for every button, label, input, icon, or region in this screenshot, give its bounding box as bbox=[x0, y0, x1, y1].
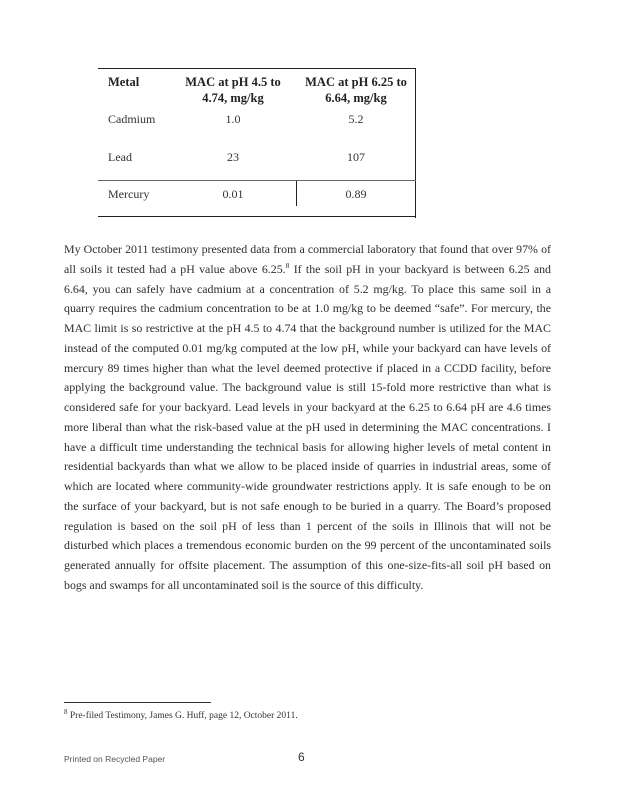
table-bottom-rule bbox=[98, 216, 416, 217]
page-number: 6 bbox=[298, 750, 305, 764]
mac-table bbox=[98, 68, 416, 218]
row-lead-high: 107 bbox=[347, 150, 365, 164]
footnote-text: Pre-filed Testimony, James G. Huff, page 12, October 2011. bbox=[67, 711, 298, 722]
body-text-part2: If the soil pH in your backyard is between 6.25 and 6.64, you can safely have cadmium at a concentration of 5.2 mg/kg. To place this same soil in a quarry requires the cadmium concentration to be at 1.0 mg/kg to be deemed “safe”. For mercury, the MAC limit is so restrictive at the pH 4.5 to 4.74 that the background number is utilized for the MAC instead of the computed 0.01 mg/kg computed at the low pH, while your backyard can have levels of mercury 89 times higher than what the level deemed protective if placed in a CCDD facility, before applying the background value. The background value is still 15-fold more restrictive than what is considered safe for your backyard. Lead levels in your backyard at the 6.25 to 6.64 pH are 4.6 times more liberal than what the risk-based value at the pH used in determining the MAC concentrations. I have a difficult time understanding the technical basis for allowing higher levels of metal content in residential backyards than what we allow to be placed inside of quarries in industrial areas, some of which are located where community-wide groundwater restrictions apply. It is safe enough to be on the surface of your backyard, but is not safe enough to be buried in a quarry. The Board’s proposed regulation is based on the soil pH of less than 1 percent of the soils in Illinois that will not be disturbed which places a tremendous economic burden on the 99 percent of the uncontaminated soils generated annually for offsite placement. The assumption of this one-size-fits-all soil pH based on bogs and swamps for all uncontaminated soil is the source of this difficulty. bbox=[64, 261, 551, 592]
body-paragraph bbox=[64, 240, 551, 596]
table-cell-divider bbox=[296, 181, 297, 206]
table-top-rule bbox=[98, 68, 416, 69]
table-right-border bbox=[415, 68, 416, 218]
footnote-reference: 8 bbox=[285, 260, 290, 270]
row-mercury-metal: Mercury bbox=[108, 187, 150, 201]
row-cadmium-low: 1.0 bbox=[225, 112, 241, 126]
footnote-rule bbox=[64, 702, 211, 703]
header-mac-high-line2: 6.64, mg/kg bbox=[325, 91, 387, 105]
body-text-part1: My October 2011 testimony presented data from a commercial laboratory that found that over 97% of all soils it tested had a pH value above 6.25. bbox=[64, 242, 551, 276]
printed-on-recycled-label: Printed on Recycled Paper bbox=[64, 754, 166, 764]
header-mac-low bbox=[178, 74, 288, 106]
row-mercury-high: 0.89 bbox=[345, 187, 367, 201]
row-cadmium-high: 5.2 bbox=[348, 112, 364, 126]
header-mac-high bbox=[298, 74, 414, 106]
header-metal: Metal bbox=[108, 75, 140, 89]
row-mercury-low: 0.01 bbox=[222, 187, 244, 201]
row-cadmium-metal: Cadmium bbox=[108, 112, 156, 126]
footnote bbox=[64, 708, 544, 721]
table-header-rule bbox=[98, 180, 416, 181]
footnote-number: 8 bbox=[64, 708, 68, 716]
row-lead-metal: Lead bbox=[108, 150, 132, 164]
row-lead-low: 23 bbox=[227, 150, 239, 164]
header-mac-high-line1: MAC at pH 6.25 to bbox=[305, 75, 407, 89]
header-mac-low-line1: MAC at pH 4.5 to bbox=[185, 75, 281, 89]
header-mac-low-line2: 4.74, mg/kg bbox=[202, 91, 264, 105]
